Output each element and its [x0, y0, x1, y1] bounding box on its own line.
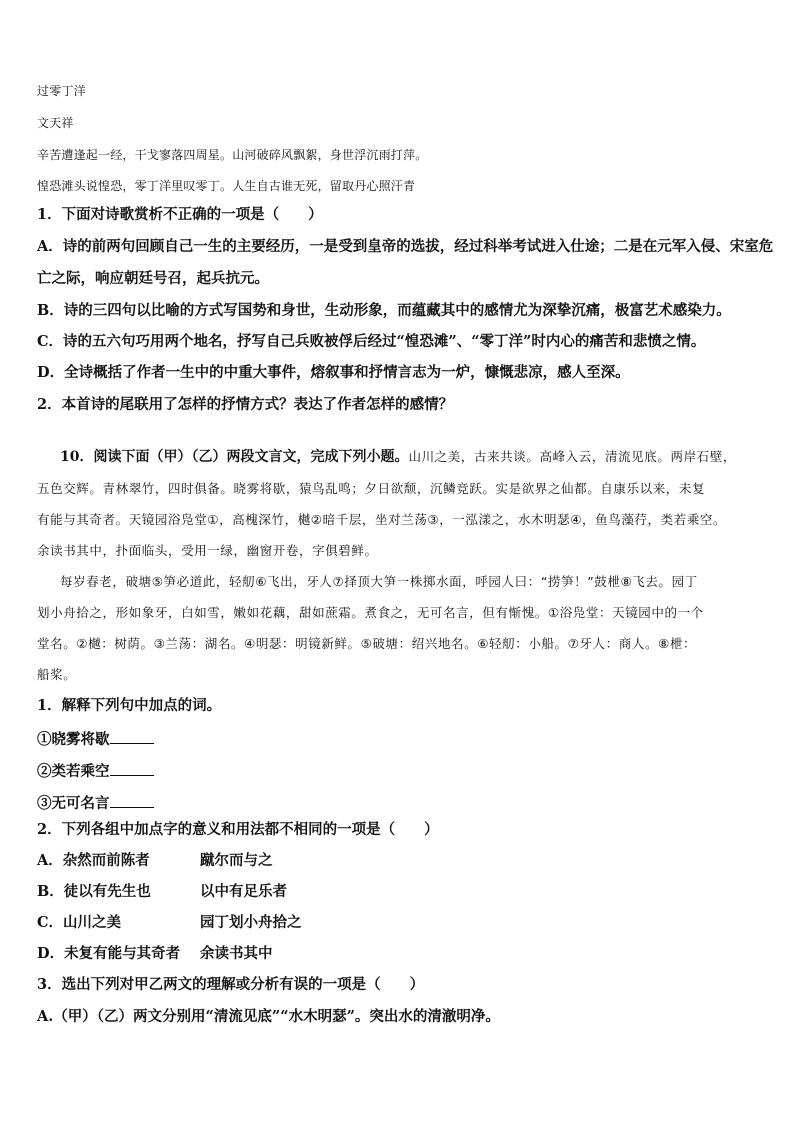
poem-question-2: 2．本首诗的尾联用了怎样的抒情方式？表达了作者怎样的感情？ — [37, 396, 454, 413]
passage-q1-item-b-text: ②类若乘空 — [37, 763, 110, 780]
passage-line-4: 余读书其中，扑面临头，受用一绿，幽窗开卷，字俱碧鲜。 — [37, 543, 378, 558]
passage-q3-option-a: A.（甲）（乙）两文分别用“清流见底”“水木明瑟”。突出水的清澈明净。 — [37, 1008, 500, 1025]
passage-q2-option-c — [37, 914, 302, 932]
poem-title: 过零丁洋 — [37, 84, 86, 98]
passage-line-8: 船桨。 — [37, 667, 77, 682]
passage-line-6: 划小舟拾之，形如象牙，白如雪，嫩如花藕，甜如蔗霜。煮食之，无可名言，但有惭愧。①浴凫堂：天镜园中的一个 — [37, 605, 704, 620]
passage-text: 山川之美，古来共谈。高峰入云，清流见底。两岸石壁， — [408, 449, 736, 464]
poem-question-1: 1．下面对诗歌赏析不正确的一项是（ ） — [37, 206, 323, 223]
passage-q2-option-b — [37, 883, 287, 901]
answer-blank[interactable] — [110, 729, 154, 744]
passage-intro: 10．阅读下面（甲）（乙）两段文言文，完成下列小题。 — [60, 449, 409, 465]
option-b-right: 以中有足乐者 — [200, 883, 287, 900]
passage-q1-item-c-text: ③无可名言 — [37, 795, 110, 812]
passage-q1-item-b — [37, 761, 154, 781]
answer-blank[interactable] — [110, 761, 154, 776]
poem-author: 文天祥 — [37, 116, 74, 130]
poem-q1-option-b: B．诗的三四句以比喻的方式写国势和身世，生动形象，而蕴藏其中的感情尤为深挚沉痛，极富艺术感染力。 — [37, 302, 731, 319]
passage-line-7: 堂名。②樾：树荫。③兰荡：湖名。④明瑟：明镜新鲜。⑤破塘：绍兴地名。⑥轻舠：小船。⑦牙人：商人。⑧枻： — [37, 636, 697, 651]
poem-q1-option-a-line2: 亡之际，响应朝廷号召，起兵抗元。 — [37, 270, 269, 287]
passage-q1-item-c — [37, 793, 154, 813]
poem-q1-option-d: D．全诗概括了作者一生中的中重大事件，熔叙事和抒情言志为一炉，慷慨悲凉，感人至深。 — [37, 364, 630, 381]
poem-line-1: 辛苦遭逢起一经，干戈寥落四周星。山河破碎风飘絮，身世浮沉雨打萍。 — [37, 148, 428, 162]
passage-q1-item-a-text: ①晓雾将歇 — [37, 731, 110, 748]
option-a-right: 蹴尔而与之 — [200, 852, 273, 869]
option-a-left: A．杂然而前陈者 — [37, 852, 150, 869]
passage-line-1 — [60, 448, 736, 466]
poem-line-2: 惶恐滩头说惶恐，零丁洋里叹零丁。人生自古谁无死，留取丹心照汗青 — [37, 179, 416, 193]
passage-question-3: 3．选出下列对甲乙两文的理解或分析有误的一项是（ ） — [37, 976, 425, 993]
passage-q1-item-a — [37, 729, 154, 749]
passage-line-5: 每岁春老，破塘⑤笋必道此，轻舠⑥飞出，牙人⑦择顶大笋一株掷水面，呼园人曰：“捞笋！”鼓枻⑧飞去。园丁 — [60, 574, 698, 589]
passage-line-3: 有能与其奇者。天镜园浴凫堂①，高槐深竹，樾②暗千层，坐对兰荡③，一泓漾之，水木明瑟④，鱼鸟藻荇，类若乘空。 — [37, 512, 727, 527]
option-b-left: B．徒以有先生也 — [37, 883, 151, 900]
poem-q1-option-c: C．诗的五六句巧用两个地名，抒写自己兵败被俘后经过“惶恐滩”、“零丁洋”时内心的痛苦和悲愤之情。 — [37, 333, 706, 350]
passage-line-2: 五色交辉。青林翠竹，四时俱备。晓雾将歇，猿鸟乱鸣；夕日欲颓，沉鳞竞跃。实是欲界之仙都。自康乐以来，未复 — [37, 481, 706, 496]
option-c-right: 园丁划小舟拾之 — [200, 914, 302, 931]
poem-q1-option-a-line1: A．诗的前两句回顾自己一生的主要经历，一是受到皇帝的选拔，经过科举考试进入仕途；二是在元军入侵、宋室危 — [37, 238, 774, 255]
option-d-right: 余读书其中 — [200, 945, 273, 962]
option-c-left: C．山川之美 — [37, 914, 122, 931]
answer-blank[interactable] — [110, 793, 154, 808]
passage-question-1: 1．解释下列句中加点的词。 — [37, 697, 222, 714]
passage-q2-option-a — [37, 852, 273, 870]
passage-q2-option-d — [37, 945, 273, 963]
passage-question-2: 2．下列各组中加点字的意义和用法都不相同的一项是（ ） — [37, 821, 439, 838]
option-d-left: D．未复有能与其奇者 — [37, 945, 181, 962]
